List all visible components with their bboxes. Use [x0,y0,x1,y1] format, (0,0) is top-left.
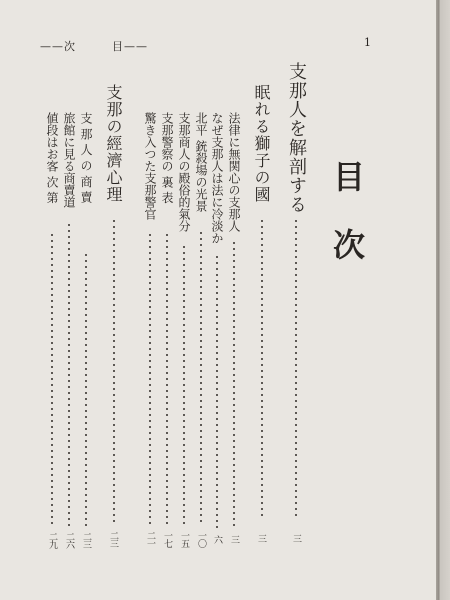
dot-leader [166,232,168,526]
dot-leader [113,218,115,524]
section-page: 二三 [108,531,118,547]
toc-item-page: 一七 [162,531,172,547]
dot-leader [85,252,87,528]
page-edge [436,0,450,600]
dot-leader [149,232,151,526]
section-title: 支那の經濟心理 [104,84,123,203]
section-page: 三 [256,534,266,542]
dot-leader [200,230,202,526]
dot-leader [295,218,297,518]
toc-item: 旅館に見る商賣道 [62,112,76,208]
page-number: 1 [364,36,371,49]
toc-item-page: 二九 [47,532,57,548]
running-head [40,38,190,52]
toc-item-page: 一五 [179,531,189,547]
section-title: 眠れる獅子の國 [252,84,271,203]
toc-item: 驚き入つた支那警官 [143,112,157,220]
toc-item-page: 三 [229,535,239,543]
toc-item-page: 二三 [81,532,91,548]
toc-item: 支那警察の 裏 表 [160,112,174,204]
toc-item: 値段はお客 次 第 [45,112,59,204]
toc-item: なぜ支那人は法に冷淡か [210,112,224,244]
toc-item-page: 二六 [64,532,74,548]
toc-item-page: 二一 [145,531,155,547]
toc-item-page: 一〇 [196,531,206,547]
dot-leader [216,254,218,530]
dot-leader [51,232,53,528]
dot-leader [183,244,185,526]
toc-item-page: 六 [212,535,222,543]
dot-leader [68,222,70,528]
toc-item: 北平 銃殺場の光景 [194,112,208,212]
dot-leader [233,240,235,530]
chapter-page: 三 [291,534,301,542]
toc-item: 法律に無関心の支那人 [227,112,241,232]
running-head-text: ——次 目—— [40,40,148,53]
toc-item: 支那商人の殿俗的氣分 [177,112,191,232]
dot-leader [261,218,263,518]
toc-item: 支 那 人 の 商 賣 [79,112,93,204]
toc-title: 目次 [328,160,366,296]
chapter-title: 支那人を解剖する [286,62,307,214]
